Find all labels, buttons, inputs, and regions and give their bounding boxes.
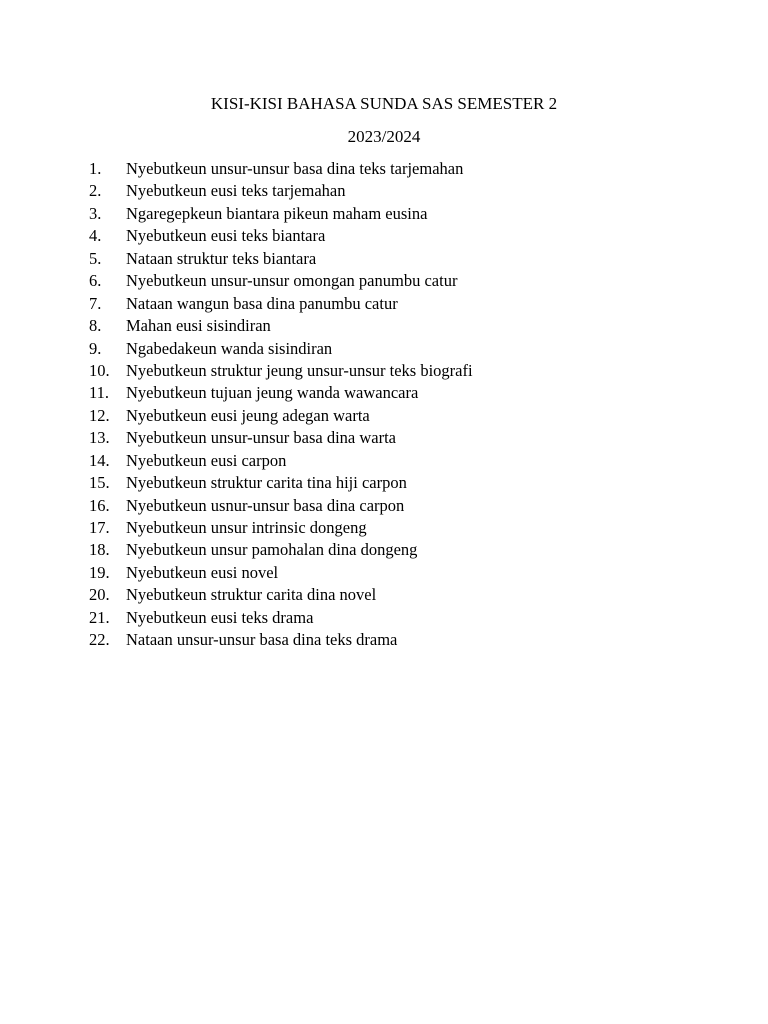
item-number: 15. <box>89 473 110 493</box>
item-number: 2. <box>89 181 102 201</box>
item-text: Nyebutkeun eusi teks tarjemahan <box>126 181 346 201</box>
item-text: Ngabedakeun wanda sisindiran <box>126 338 333 358</box>
item-text: Nyebutkeun unsur intrinsic dongeng <box>126 518 367 537</box>
item-number: 1. <box>89 159 102 178</box>
item-number: 12. <box>89 405 110 425</box>
item-text: Nyebutkeun struktur jeung unsur-unsur teks biografi <box>126 360 473 380</box>
item-number: 10. <box>89 360 110 380</box>
document-year: 2023/2024 <box>347 127 421 146</box>
item-number: 16. <box>89 495 110 515</box>
item-text: Nyebutkeun eusi jeung adegan warta <box>126 405 370 425</box>
item-text: Nataan unsur-unsur basa dina teks drama <box>126 630 398 650</box>
item-text: Nyebutkeun unsur pamohalan dina dongeng <box>126 540 418 560</box>
item-text: Nataan struktur teks biantara <box>126 248 317 268</box>
item-number: 9. <box>89 338 102 358</box>
item-number: 6. <box>89 271 102 291</box>
item-text: Nyebutkeun unsur-unsur omongan panumbu catur <box>126 271 458 291</box>
item-text: Nyebutkeun eusi novel <box>126 562 279 582</box>
document-title: KISI-KISI BAHASA SUNDA SAS SEMESTER 2 <box>210 94 558 113</box>
item-text: Nataan wangun basa dina panumbu catur <box>126 293 398 313</box>
item-text: Nyebutkeun struktur carita dina novel <box>126 585 377 605</box>
item-number: 21. <box>89 607 110 627</box>
item-number: 4. <box>89 226 102 246</box>
item-number: 19. <box>89 562 110 582</box>
item-text: Ngaregepkeun biantara pikeun maham eusina <box>126 203 428 223</box>
item-number: 5. <box>89 248 102 268</box>
item-number: 18. <box>89 540 110 560</box>
item-text: Nyebutkeun tujuan jeung wanda wawancara <box>126 383 419 403</box>
item-text: Nyebutkeun unsur-unsur basa dina warta <box>126 428 397 448</box>
item-text: Nyebutkeun struktur carita tina hiji carpon <box>126 473 407 493</box>
item-number: 22. <box>89 630 110 650</box>
item-number: 3. <box>89 203 102 223</box>
item-number: 13. <box>89 428 110 448</box>
item-text: Nyebutkeun usnur-unsur basa dina carpon <box>126 495 405 515</box>
item-number: 20. <box>89 585 110 605</box>
item-number: 14. <box>89 450 110 470</box>
item-number: 17. <box>89 518 110 537</box>
item-text: Nyebutkeun eusi teks drama <box>126 607 314 627</box>
item-text: Mahan eusi sisindiran <box>126 316 271 336</box>
item-number: 8. <box>89 316 102 336</box>
item-number: 7. <box>89 293 102 313</box>
item-text: Nyebutkeun eusi carpon <box>126 450 287 470</box>
item-number: 11. <box>89 383 110 403</box>
item-text: Nyebutkeun eusi teks biantara <box>126 226 326 246</box>
item-text: Nyebutkeun unsur-unsur basa dina teks tarjemahan <box>126 159 464 178</box>
